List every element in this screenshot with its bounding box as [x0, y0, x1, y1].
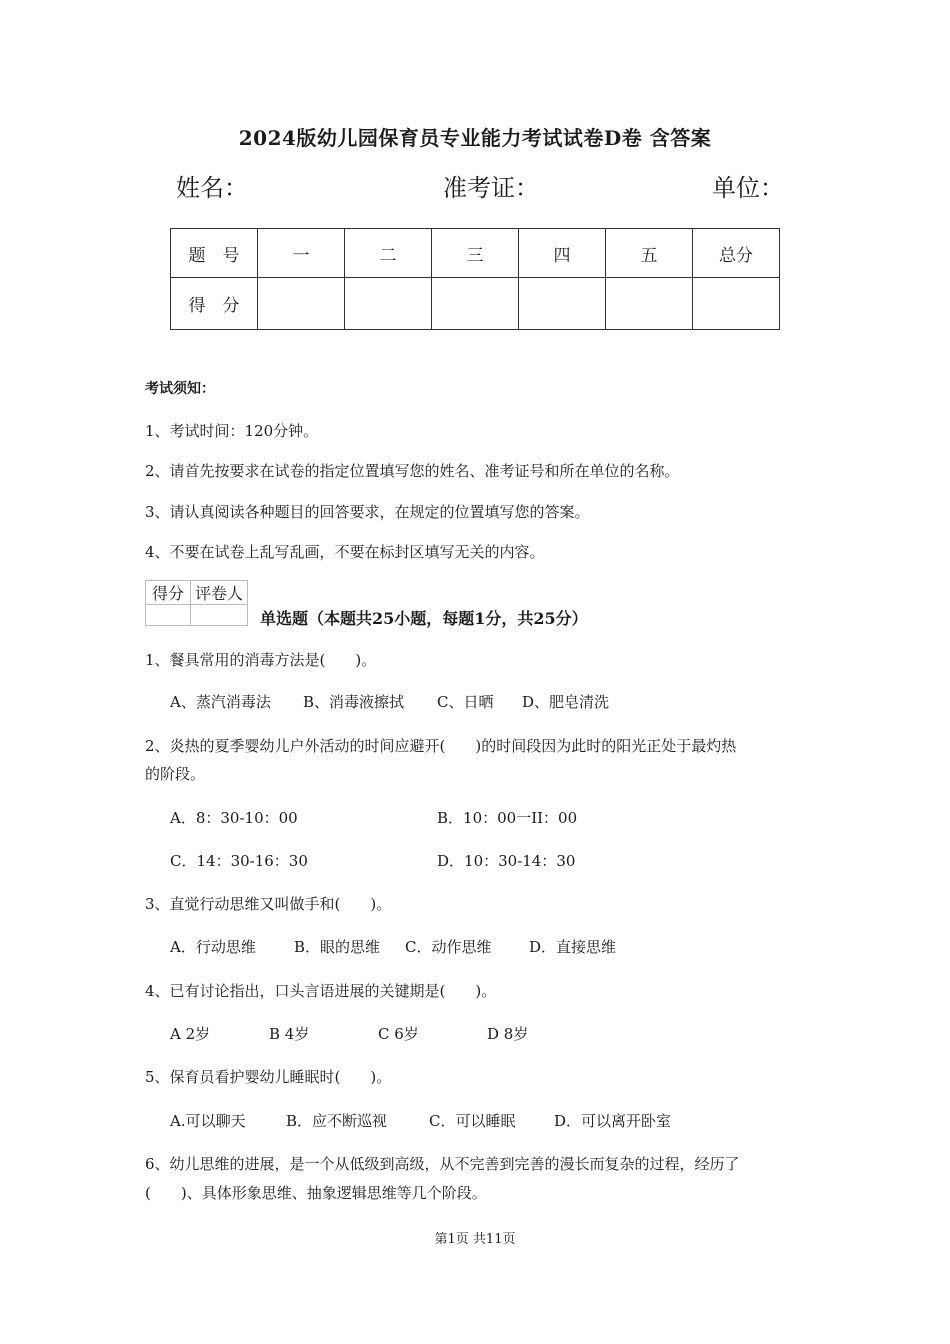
- page-title: 2024版幼儿园保育员专业能力考试试卷D卷 含答案: [238, 126, 712, 150]
- header-cell: 五: [606, 229, 693, 278]
- question-option: A、蒸汽消毒法: [170, 693, 271, 711]
- question-stem: 4、已有讨论指出，口头言语进展的关键期是( )。: [145, 982, 497, 1000]
- question-stem: 6、幼儿思维的进展，是一个从低级到高级，从不完善到完善的漫长而复杂的过程，经历了: [145, 1155, 740, 1173]
- score-cell: [345, 278, 432, 330]
- question-stem: 1、餐具常用的消毒方法是( )。: [145, 651, 377, 669]
- examinee-info-row: [0, 168, 950, 208]
- question-option: C 6岁: [378, 1025, 419, 1043]
- question-option: C、日晒: [437, 693, 494, 711]
- notice-item: 4、不要在试卷上乱写乱画，不要在标封区填写无关的内容。: [145, 543, 545, 561]
- question-option: D 8岁: [487, 1025, 529, 1043]
- header-cell: 三: [432, 229, 519, 278]
- grader-label: 评卷人: [191, 581, 248, 605]
- notice-item: 3、请认真阅读各种题目的回答要求，在规定的位置填写您的答案。: [145, 503, 590, 521]
- question-option: C．14：30-16：30: [170, 852, 308, 870]
- page-footer: 第1页 共11页: [434, 1232, 516, 1247]
- score-cell: [432, 278, 519, 330]
- question-option: A．8：30-10：00: [170, 809, 298, 827]
- question-option: B、消毒液擦拭: [303, 693, 405, 711]
- header-cell: 总分: [693, 229, 780, 278]
- score-table-header-row: [171, 229, 780, 278]
- score-table: [170, 228, 780, 330]
- score-label: 得分: [146, 581, 191, 605]
- question-stem: 2、炎热的夏季婴幼儿户外活动的时间应避开( )的时间段因为此时的阳光正处于最灼热: [145, 737, 737, 755]
- question-option: A 2岁: [170, 1025, 211, 1043]
- question-option: B．眼的思维: [294, 938, 381, 956]
- unit-label: 单位：: [712, 174, 784, 202]
- header-cell: 一: [258, 229, 345, 278]
- header-cell: 题 号: [171, 229, 258, 278]
- score-label-cell: 得 分: [171, 278, 258, 330]
- question-stem: 的阶段。: [145, 765, 206, 783]
- question-stem: 5、保育员看护婴幼儿睡眠时( )。: [145, 1068, 392, 1086]
- question-option: C．动作思维: [405, 938, 492, 956]
- question-stem: 3、直觉行动思维又叫做手和( )。: [145, 895, 392, 913]
- header-cell: 二: [345, 229, 432, 278]
- question-option: D．10：30-14：30: [437, 852, 576, 870]
- score-blank: [146, 605, 191, 626]
- exam-id-label: 准考证：: [443, 174, 539, 202]
- question-option: C．可以睡眠: [429, 1112, 516, 1130]
- question-option: B．应不断巡视: [286, 1112, 388, 1130]
- notice-heading: 考试须知：: [145, 381, 215, 397]
- section-title: 单选题（本题共25小题，每题1分，共25分）: [260, 609, 588, 628]
- name-label: 姓名：: [176, 174, 248, 202]
- question-option: D、肥皂清洗: [522, 693, 610, 711]
- question-stem: ( )、具体形象思维、抽象逻辑思维等几个阶段。: [145, 1184, 487, 1202]
- question-option: D．直接思维: [529, 938, 617, 956]
- header-cell: 四: [519, 229, 606, 278]
- grader-table: [145, 580, 248, 626]
- score-cell: [519, 278, 606, 330]
- score-cell: [606, 278, 693, 330]
- score-cell: [693, 278, 780, 330]
- question-option: B 4岁: [269, 1025, 310, 1043]
- score-table-score-row: [171, 278, 780, 330]
- question-option: B．10：00一II：00: [437, 809, 578, 827]
- notice-item: 2、请首先按要求在试卷的指定位置填写您的姓名、准考证号和所在单位的名称。: [145, 462, 680, 480]
- score-cell: [258, 278, 345, 330]
- notice-item: 1、考试时间：120分钟。: [145, 422, 319, 440]
- question-option: A.可以聊天: [170, 1112, 246, 1130]
- question-option: D．可以离开卧室: [554, 1112, 672, 1130]
- question-option: A．行动思维: [170, 938, 256, 956]
- grader-blank: [191, 605, 248, 626]
